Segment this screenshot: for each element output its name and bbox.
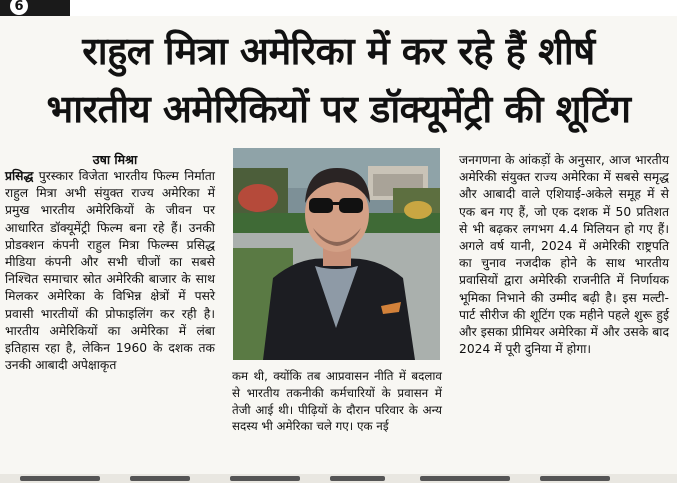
column-3-text: जनगणना के आंकड़ों के अनुसार, आज भारतीय अमेरिकी संयुक्त राज्य अमेरिका में सबसे समृद्ध और आबादी वाले एशियाई-अकेले समूह में से एक बन गए हैं, जो एक दशक में 50 प्रतिशत से भी बढ़कर लगभग 4.4 मिलियन हो गए हैं। अगले वर्ष यानी, 2024 में अमेरिकी राष्ट्रपति का चुनाव नजदीक होने के साथ भारतीय प्रवासियों द्वारा अमेरिकी राजनीति में निर्णायक भूमिका निभाने की उम्मीद बढ़ी है। इस मल्टी-पार्ट सीरीज की शूटिंग एक महीने पहले शुरू हुई और इसका प्रीमियर अमेरिका में और उसके बाद 2024 में पूरी दुनिया में होगा।: [459, 153, 669, 357]
page-header-bar: [0, 0, 677, 16]
article-column-2: [232, 368, 442, 435]
byline: उषा मिश्रा: [92, 152, 138, 167]
article-column-3: [459, 152, 669, 358]
headline-line-2: भारतीय अमेरिकियों पर डॉक्यूमेंट्री की शूटिंग: [46, 87, 631, 131]
article-column-1: [5, 168, 215, 374]
page-number-block: [0, 0, 70, 16]
headline: [0, 22, 677, 138]
column-1-text: पुरस्कार विजेता भारतीय फिल्म निर्माता राहुल मित्रा अभी संयुक्त राज्य अमेरिका में प्रमुख भारतीय अमेरिकियों के जीवन पर आधारित डॉक्यूमेंट्री फिल्म बना रहे हैं। उनकी प्रोडक्शन कंपनी राहुल मित्रा फिल्म्स प्रसिद्ध मीडिया कंपनी और सभी चीजों का सबसे निश्चित समाचार स्रोत अमेरिकी बाजार के साथ मिलकर अमेरिका के विभिन्न क्षेत्रों में पसरे प्रवासी भारतीयों की प्रोफाइलिंग कर रही है। भारतीय अमेरिकियों का अमेरिका में लंबा इतिहास रहा है, लेकिन 1960 के दशक तक उनकी आबादी अपेक्षाकृत: [5, 169, 215, 373]
headline-line-1: राहुल मित्रा अमेरिका में कर रहे हैं शीर्ष: [82, 29, 595, 73]
cut-off-next-headline: [0, 474, 677, 483]
portrait-image: [233, 148, 440, 360]
column-2-text: कम थी, क्योंकि तब आप्रवासन नीति में बदलाव से भारतीय तकनीकी कर्मचारियों के प्रवासन में तेजी आई थी। पीढ़ियों के दौरान परिवार के अन्य सदस्य भी अमेरिका चले गए। एक नई: [232, 369, 442, 434]
lead-word: प्रसिद्ध: [5, 169, 34, 183]
article-photo: [233, 148, 440, 360]
page-number: 6: [10, 0, 28, 15]
